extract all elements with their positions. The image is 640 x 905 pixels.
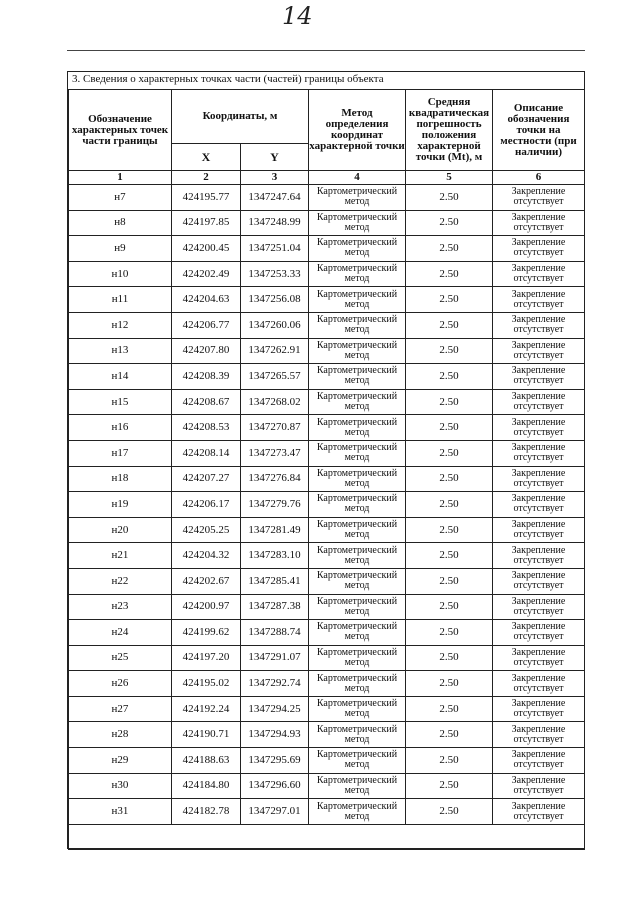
point-cell: н15 bbox=[69, 389, 172, 415]
method-cell: Картометрический метод bbox=[309, 645, 406, 671]
error-cell: 2.50 bbox=[406, 312, 493, 338]
point-cell: н30 bbox=[69, 773, 172, 799]
x-coordinate-cell: 424208.53 bbox=[172, 415, 241, 441]
x-coordinate-cell: 424202.49 bbox=[172, 261, 241, 287]
empty-cell bbox=[69, 824, 585, 850]
error-cell: 2.50 bbox=[406, 466, 493, 492]
y-coordinate-cell: 1347296.60 bbox=[241, 773, 309, 799]
point-cell: н25 bbox=[69, 645, 172, 671]
error-cell: 2.50 bbox=[406, 645, 493, 671]
error-cell: 2.50 bbox=[406, 773, 493, 799]
table-row bbox=[69, 338, 585, 364]
method-cell: Картометрический метод bbox=[309, 185, 406, 211]
y-coordinate-cell: 1347285.41 bbox=[241, 568, 309, 594]
table-row bbox=[69, 440, 585, 466]
description-cell: Закрепление отсутствует bbox=[493, 312, 585, 338]
point-cell: н20 bbox=[69, 517, 172, 543]
description-cell: Закрепление отсутствует bbox=[493, 645, 585, 671]
method-cell: Картометрический метод bbox=[309, 466, 406, 492]
table-row bbox=[69, 722, 585, 748]
y-coordinate-cell: 1347265.57 bbox=[241, 364, 309, 390]
error-cell: 2.50 bbox=[406, 287, 493, 313]
table-row bbox=[69, 185, 585, 211]
description-cell: Закрепление отсутствует bbox=[493, 466, 585, 492]
x-coordinate-cell: 424208.67 bbox=[172, 389, 241, 415]
method-cell: Картометрический метод bbox=[309, 722, 406, 748]
y-coordinate-cell: 1347270.87 bbox=[241, 415, 309, 441]
column-number: 5 bbox=[406, 171, 493, 185]
table-row bbox=[69, 748, 585, 774]
point-cell: н17 bbox=[69, 440, 172, 466]
method-cell: Картометрический метод bbox=[309, 748, 406, 774]
method-cell: Картометрический метод bbox=[309, 312, 406, 338]
header-y: Y bbox=[241, 144, 309, 171]
table-row bbox=[69, 312, 585, 338]
y-coordinate-cell: 1347253.33 bbox=[241, 261, 309, 287]
point-cell: н21 bbox=[69, 543, 172, 569]
method-cell: Картометрический метод bbox=[309, 671, 406, 697]
y-coordinate-cell: 1347292.74 bbox=[241, 671, 309, 697]
table-row bbox=[69, 696, 585, 722]
description-cell: Закрепление отсутствует bbox=[493, 210, 585, 236]
method-cell: Картометрический метод bbox=[309, 696, 406, 722]
column-number: 1 bbox=[69, 171, 172, 185]
description-cell: Закрепление отсутствует bbox=[493, 517, 585, 543]
point-cell: н9 bbox=[69, 236, 172, 262]
method-cell: Картометрический метод bbox=[309, 620, 406, 646]
point-cell: н31 bbox=[69, 799, 172, 825]
header-coordinates: Координаты, м bbox=[172, 90, 309, 144]
point-cell: н7 bbox=[69, 185, 172, 211]
points-table bbox=[68, 89, 585, 850]
x-coordinate-cell: 424192.24 bbox=[172, 696, 241, 722]
x-coordinate-cell: 424208.14 bbox=[172, 440, 241, 466]
description-cell: Закрепление отсутствует bbox=[493, 389, 585, 415]
table-row bbox=[69, 517, 585, 543]
y-coordinate-cell: 1347247.64 bbox=[241, 185, 309, 211]
table-row bbox=[69, 389, 585, 415]
y-coordinate-cell: 1347251.04 bbox=[241, 236, 309, 262]
x-coordinate-cell: 424206.77 bbox=[172, 312, 241, 338]
x-coordinate-cell: 424207.27 bbox=[172, 466, 241, 492]
table-row bbox=[69, 568, 585, 594]
section-title: 3. Сведения о характерных точках части (частей) границы объекта bbox=[72, 73, 384, 85]
description-cell: Закрепление отсутствует bbox=[493, 492, 585, 518]
description-cell: Закрепление отсутствует bbox=[493, 799, 585, 825]
method-cell: Картометрический метод bbox=[309, 210, 406, 236]
method-cell: Картометрический метод bbox=[309, 415, 406, 441]
point-cell: н10 bbox=[69, 261, 172, 287]
y-coordinate-cell: 1347260.06 bbox=[241, 312, 309, 338]
description-cell: Закрепление отсутствует bbox=[493, 620, 585, 646]
header-point-designation: Обозначение характерных точек части границы bbox=[69, 90, 172, 171]
x-coordinate-cell: 424197.20 bbox=[172, 645, 241, 671]
y-coordinate-cell: 1347276.84 bbox=[241, 466, 309, 492]
method-cell: Картометрический метод bbox=[309, 287, 406, 313]
table-row bbox=[69, 543, 585, 569]
point-cell: н26 bbox=[69, 671, 172, 697]
table-row bbox=[69, 671, 585, 697]
error-cell: 2.50 bbox=[406, 364, 493, 390]
point-cell: н24 bbox=[69, 620, 172, 646]
description-cell: Закрепление отсутствует bbox=[493, 543, 585, 569]
column-number: 6 bbox=[493, 171, 585, 185]
description-cell: Закрепление отсутствует bbox=[493, 261, 585, 287]
point-cell: н19 bbox=[69, 492, 172, 518]
x-coordinate-cell: 424188.63 bbox=[172, 748, 241, 774]
error-cell: 2.50 bbox=[406, 696, 493, 722]
error-cell: 2.50 bbox=[406, 543, 493, 569]
x-coordinate-cell: 424200.45 bbox=[172, 236, 241, 262]
description-cell: Закрепление отсутствует bbox=[493, 748, 585, 774]
x-coordinate-cell: 424200.97 bbox=[172, 594, 241, 620]
table-row bbox=[69, 594, 585, 620]
point-cell: н28 bbox=[69, 722, 172, 748]
table-body bbox=[69, 185, 585, 850]
method-cell: Картометрический метод bbox=[309, 236, 406, 262]
method-cell: Картометрический метод bbox=[309, 773, 406, 799]
error-cell: 2.50 bbox=[406, 620, 493, 646]
x-coordinate-cell: 424184.80 bbox=[172, 773, 241, 799]
column-number: 4 bbox=[309, 171, 406, 185]
empty-row bbox=[69, 824, 585, 850]
error-cell: 2.50 bbox=[406, 492, 493, 518]
header-method: Метод определения координат характерной точки bbox=[309, 90, 406, 171]
description-cell: Закрепление отсутствует bbox=[493, 773, 585, 799]
error-cell: 2.50 bbox=[406, 671, 493, 697]
y-coordinate-cell: 1347291.07 bbox=[241, 645, 309, 671]
point-cell: н22 bbox=[69, 568, 172, 594]
x-coordinate-cell: 424205.25 bbox=[172, 517, 241, 543]
method-cell: Картометрический метод bbox=[309, 364, 406, 390]
description-cell: Закрепление отсутствует bbox=[493, 671, 585, 697]
x-coordinate-cell: 424207.80 bbox=[172, 338, 241, 364]
y-coordinate-cell: 1347295.69 bbox=[241, 748, 309, 774]
x-coordinate-cell: 424204.32 bbox=[172, 543, 241, 569]
y-coordinate-cell: 1347283.10 bbox=[241, 543, 309, 569]
table-row bbox=[69, 210, 585, 236]
point-cell: н12 bbox=[69, 312, 172, 338]
header-error: Средняя квадратическая погрешность положения характерной точки (Mt), м bbox=[406, 90, 493, 171]
point-cell: н14 bbox=[69, 364, 172, 390]
x-coordinate-cell: 424190.71 bbox=[172, 722, 241, 748]
page-number: 14 bbox=[282, 2, 313, 30]
error-cell: 2.50 bbox=[406, 748, 493, 774]
point-cell: н11 bbox=[69, 287, 172, 313]
description-cell: Закрепление отсутствует bbox=[493, 364, 585, 390]
method-cell: Картометрический метод bbox=[309, 568, 406, 594]
y-coordinate-cell: 1347297.01 bbox=[241, 799, 309, 825]
table-row bbox=[69, 773, 585, 799]
x-coordinate-cell: 424182.78 bbox=[172, 799, 241, 825]
y-coordinate-cell: 1347281.49 bbox=[241, 517, 309, 543]
x-coordinate-cell: 424195.02 bbox=[172, 671, 241, 697]
error-cell: 2.50 bbox=[406, 389, 493, 415]
table-row bbox=[69, 620, 585, 646]
header-description: Описание обозначения точки на местности (при наличии) bbox=[493, 90, 585, 171]
description-cell: Закрепление отсутствует bbox=[493, 287, 585, 313]
error-cell: 2.50 bbox=[406, 517, 493, 543]
point-cell: н8 bbox=[69, 210, 172, 236]
error-cell: 2.50 bbox=[406, 594, 493, 620]
error-cell: 2.50 bbox=[406, 261, 493, 287]
error-cell: 2.50 bbox=[406, 722, 493, 748]
error-cell: 2.50 bbox=[406, 210, 493, 236]
method-cell: Картометрический метод bbox=[309, 261, 406, 287]
error-cell: 2.50 bbox=[406, 338, 493, 364]
table-row bbox=[69, 236, 585, 262]
point-cell: н18 bbox=[69, 466, 172, 492]
x-coordinate-cell: 424202.67 bbox=[172, 568, 241, 594]
description-cell: Закрепление отсутствует bbox=[493, 338, 585, 364]
x-coordinate-cell: 424195.77 bbox=[172, 185, 241, 211]
table-row bbox=[69, 415, 585, 441]
table-row bbox=[69, 799, 585, 825]
y-coordinate-cell: 1347279.76 bbox=[241, 492, 309, 518]
x-coordinate-cell: 424208.39 bbox=[172, 364, 241, 390]
y-coordinate-cell: 1347288.74 bbox=[241, 620, 309, 646]
y-coordinate-cell: 1347287.38 bbox=[241, 594, 309, 620]
point-cell: н23 bbox=[69, 594, 172, 620]
section-frame bbox=[67, 71, 585, 849]
x-coordinate-cell: 424199.62 bbox=[172, 620, 241, 646]
table-row bbox=[69, 364, 585, 390]
error-cell: 2.50 bbox=[406, 415, 493, 441]
y-coordinate-cell: 1347268.02 bbox=[241, 389, 309, 415]
table-row bbox=[69, 261, 585, 287]
method-cell: Картометрический метод bbox=[309, 440, 406, 466]
top-divider bbox=[67, 50, 585, 51]
description-cell: Закрепление отсутствует bbox=[493, 185, 585, 211]
description-cell: Закрепление отсутствует bbox=[493, 440, 585, 466]
description-cell: Закрепление отсутствует bbox=[493, 236, 585, 262]
description-cell: Закрепление отсутствует bbox=[493, 594, 585, 620]
table-row bbox=[69, 492, 585, 518]
method-cell: Картометрический метод bbox=[309, 389, 406, 415]
x-coordinate-cell: 424204.63 bbox=[172, 287, 241, 313]
method-cell: Картометрический метод bbox=[309, 517, 406, 543]
error-cell: 2.50 bbox=[406, 440, 493, 466]
x-coordinate-cell: 424197.85 bbox=[172, 210, 241, 236]
point-cell: н27 bbox=[69, 696, 172, 722]
error-cell: 2.50 bbox=[406, 799, 493, 825]
header-x: X bbox=[172, 144, 241, 171]
error-cell: 2.50 bbox=[406, 568, 493, 594]
error-cell: 2.50 bbox=[406, 236, 493, 262]
point-cell: н29 bbox=[69, 748, 172, 774]
description-cell: Закрепление отсутствует bbox=[493, 415, 585, 441]
y-coordinate-cell: 1347273.47 bbox=[241, 440, 309, 466]
method-cell: Картометрический метод bbox=[309, 543, 406, 569]
method-cell: Картометрический метод bbox=[309, 492, 406, 518]
description-cell: Закрепление отсутствует bbox=[493, 722, 585, 748]
y-coordinate-cell: 1347256.08 bbox=[241, 287, 309, 313]
method-cell: Картометрический метод bbox=[309, 338, 406, 364]
table-row bbox=[69, 466, 585, 492]
column-number: 3 bbox=[241, 171, 309, 185]
method-cell: Картометрический метод bbox=[309, 594, 406, 620]
description-cell: Закрепление отсутствует bbox=[493, 568, 585, 594]
error-cell: 2.50 bbox=[406, 185, 493, 211]
y-coordinate-cell: 1347294.93 bbox=[241, 722, 309, 748]
y-coordinate-cell: 1347262.91 bbox=[241, 338, 309, 364]
x-coordinate-cell: 424206.17 bbox=[172, 492, 241, 518]
point-cell: н16 bbox=[69, 415, 172, 441]
column-number: 2 bbox=[172, 171, 241, 185]
table-row bbox=[69, 287, 585, 313]
point-cell: н13 bbox=[69, 338, 172, 364]
description-cell: Закрепление отсутствует bbox=[493, 696, 585, 722]
table-row bbox=[69, 645, 585, 671]
y-coordinate-cell: 1347248.99 bbox=[241, 210, 309, 236]
method-cell: Картометрический метод bbox=[309, 799, 406, 825]
y-coordinate-cell: 1347294.25 bbox=[241, 696, 309, 722]
